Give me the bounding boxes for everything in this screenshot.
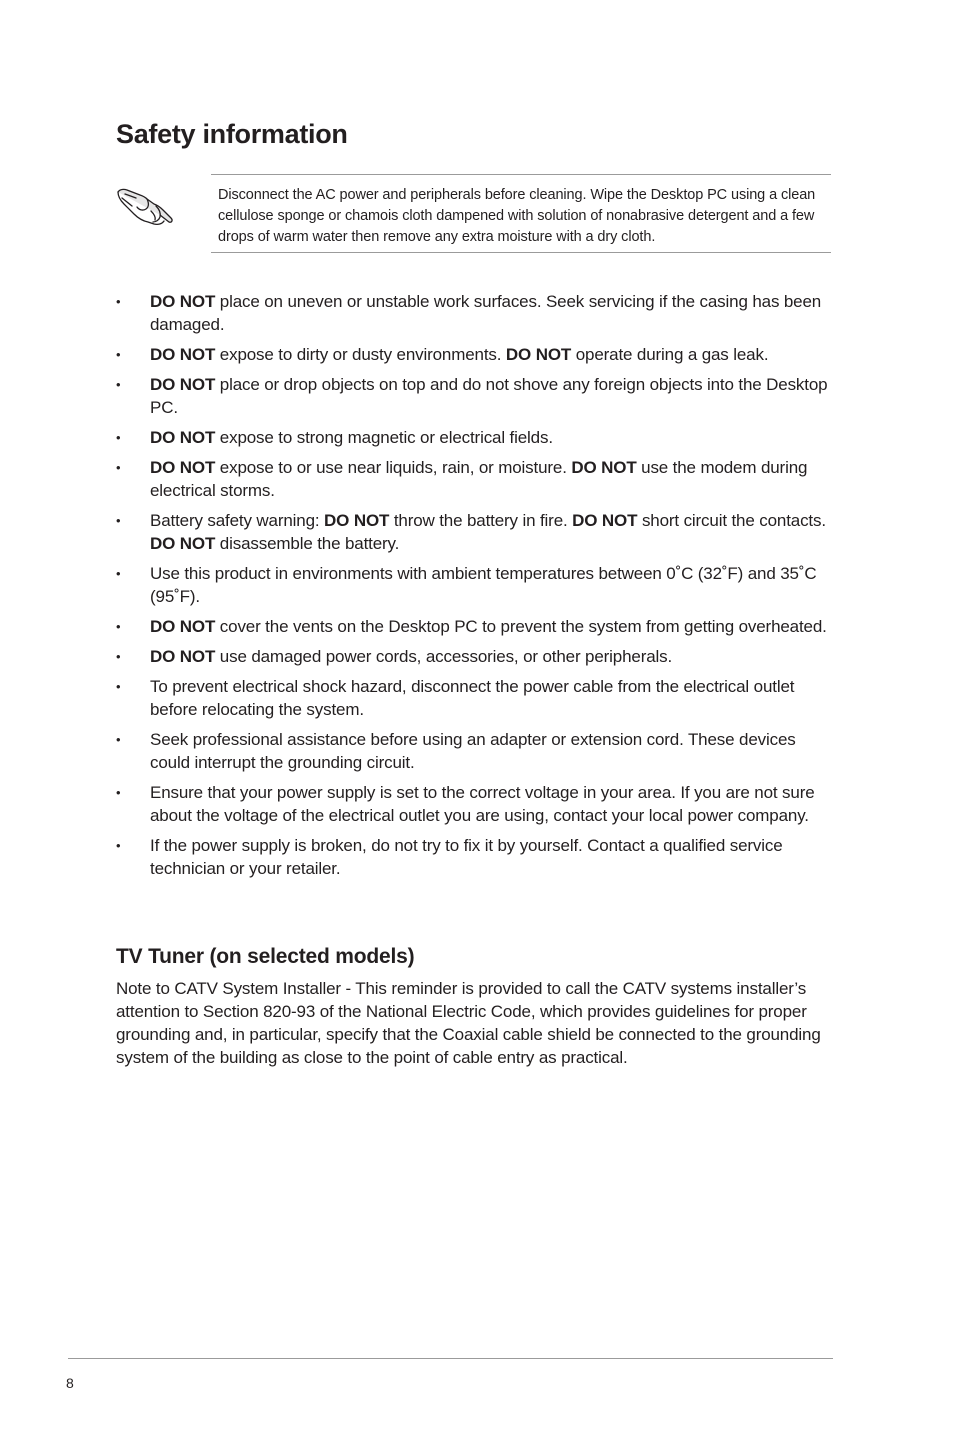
warning-emphasis: DO NOT (324, 511, 390, 530)
list-item-text: cover the vents on the Desktop PC to prevent the system from getting overheated. (215, 617, 827, 636)
list-item-text: place or drop objects on top and do not shove any foreign objects into the Desktop PC. (150, 375, 828, 417)
page-title: Safety information (116, 119, 348, 149)
list-item-text: expose to dirty or dusty environments. (215, 345, 506, 364)
list-item (116, 615, 836, 638)
list-item-text: short circuit the contacts. (637, 511, 826, 530)
list-item (116, 562, 836, 608)
list-item (116, 509, 836, 555)
list-item (116, 456, 836, 502)
bullet-icon: • (116, 513, 121, 528)
warning-emphasis: DO NOT (150, 375, 216, 394)
bullet-icon: • (116, 785, 121, 800)
bullet-icon: • (116, 679, 121, 694)
list-item (116, 834, 836, 880)
list-item (116, 781, 836, 827)
note-box (211, 174, 831, 253)
bullet-icon: • (116, 377, 121, 392)
list-item-text: throw the battery in fire. (389, 511, 573, 530)
tv-tuner-text: Note to CATV System Installer - This reminder is provided to call the CATV systems installer’s attention to Section 820-93 of the National Electric Code, which provides guidelines for proper grounding and, in particular, specify that the Coaxial cable shield be connected to the grounding system of the building as close to the point of cable entry as practical. (116, 979, 821, 1067)
warning-emphasis: DO NOT (505, 345, 572, 364)
list-item-text: disassemble the battery. (215, 534, 400, 553)
list-item-text: use damaged power cords, accessories, or other peripherals. (215, 647, 673, 666)
bullet-icon: • (116, 347, 121, 362)
list-item-text: expose to or use near liquids, rain, or moisture. (215, 458, 572, 477)
list-item-text: Ensure that your power supply is set to the correct voltage in your area. If you are not sure about the voltage of the electrical outlet you are using, contact your local power company. (150, 783, 815, 825)
tv-tuner-heading: TV Tuner (on selected models) (116, 945, 415, 968)
warning-emphasis: DO NOT (150, 292, 216, 311)
safety-list (116, 290, 836, 887)
list-item-text: Use this product in environments with ambient temperatures between 0˚C (32˚F) and 35˚C (95˚F). (150, 564, 817, 606)
pointing-hand-icon (116, 184, 174, 230)
warning-emphasis: DO NOT (150, 428, 216, 447)
bullet-icon: • (116, 294, 121, 309)
bullet-icon: • (116, 838, 121, 853)
list-item (116, 675, 836, 721)
list-item (116, 343, 836, 366)
bullet-icon: • (116, 732, 121, 747)
list-item-text: use the modem during electrical storms. (150, 458, 808, 500)
list-item-text: Seek professional assistance before using an adapter or extension cord. These devices could interrupt the grounding circuit. (150, 730, 796, 772)
warning-emphasis: DO NOT (150, 617, 216, 636)
list-item-text: To prevent electrical shock hazard, disconnect the power cable from the electrical outlet before relocating the system. (150, 677, 795, 719)
warning-emphasis: DO NOT (150, 534, 216, 553)
bullet-icon: • (116, 619, 121, 634)
list-item (116, 373, 836, 419)
list-item (116, 426, 836, 449)
warning-emphasis: DO NOT (150, 647, 216, 666)
warning-emphasis: DO NOT (150, 345, 216, 364)
bullet-icon: • (116, 430, 121, 445)
bullet-icon: • (116, 566, 121, 581)
list-item-text: operate during a gas leak. (571, 345, 769, 364)
list-item-text: expose to strong magnetic or electrical fields. (215, 428, 553, 447)
bullet-icon: • (116, 649, 121, 664)
note-block (116, 174, 831, 255)
warning-emphasis: DO NOT (571, 458, 637, 477)
list-item (116, 728, 836, 774)
list-item-text: place on uneven or unstable work surfaces. Seek servicing if the casing has been damaged. (150, 292, 822, 334)
page-number: 8 (66, 1375, 74, 1391)
list-item-text: If the power supply is broken, do not try to fix it by yourself. Contact a qualified service technician or your retailer. (150, 836, 783, 878)
list-item (116, 290, 836, 336)
warning-emphasis: DO NOT (572, 511, 638, 530)
list-item (116, 645, 836, 668)
warning-emphasis: DO NOT (150, 458, 216, 477)
note-text: Disconnect the AC power and peripherals before cleaning. Wipe the Desktop PC using a clean cellulose sponge or chamois cloth dampened with solution of nonabrasive detergent and a few drops of warm water then remove any extra moisture with a dry cloth. (218, 187, 816, 245)
footer-rule (68, 1358, 833, 1359)
list-item-text: Battery safety warning: (150, 511, 325, 530)
bullet-icon: • (116, 460, 121, 475)
